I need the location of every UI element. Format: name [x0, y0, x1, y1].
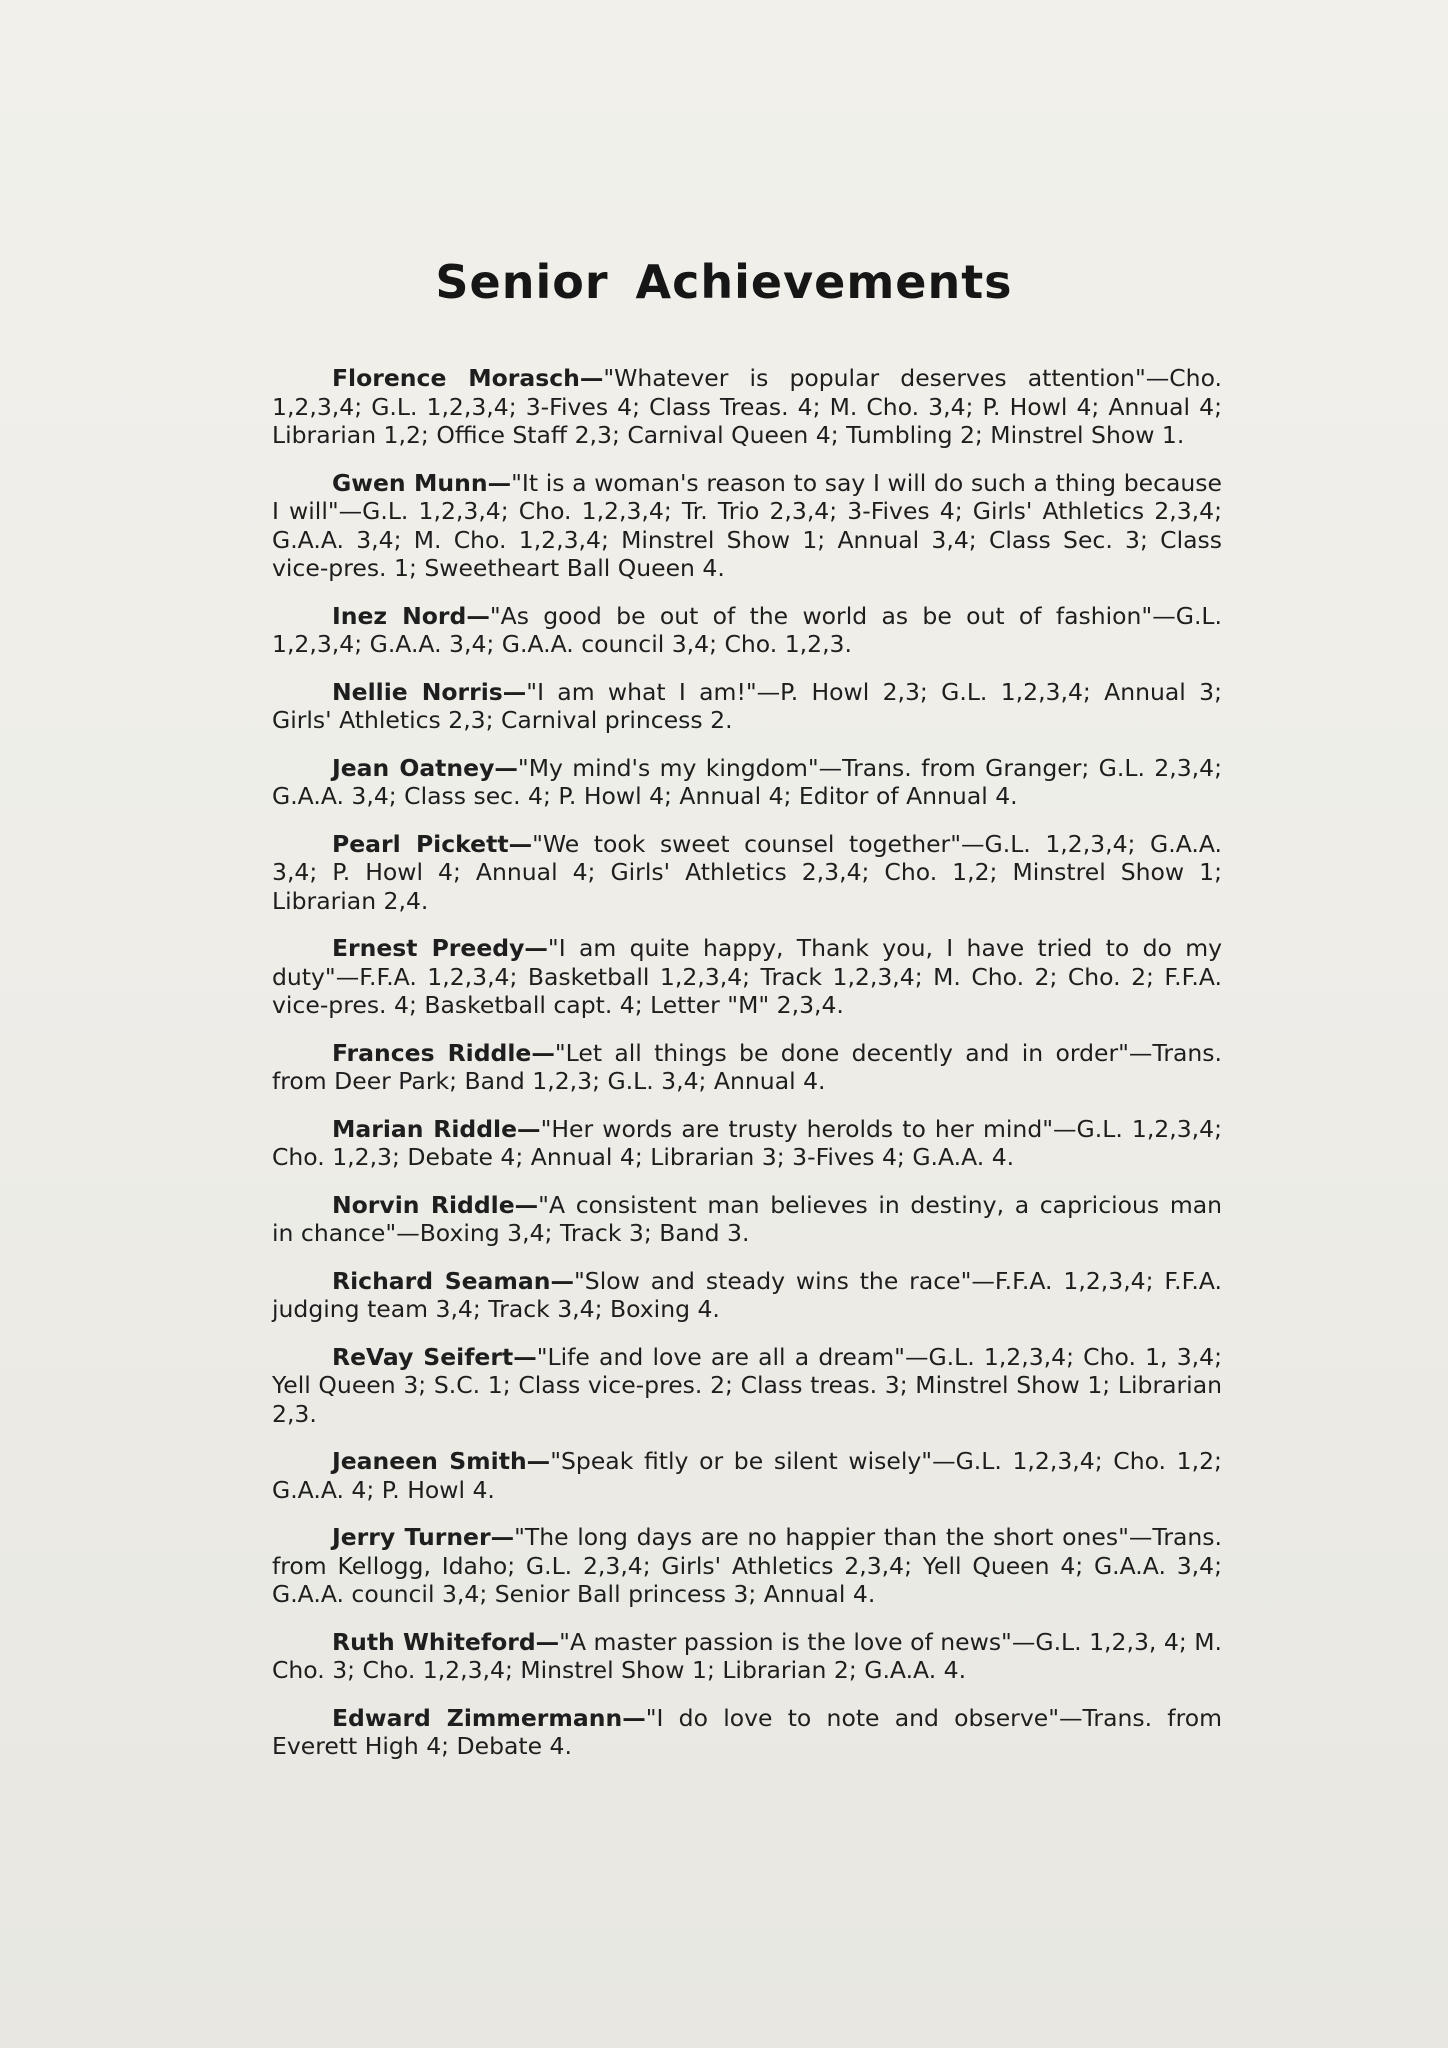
entry-text: "I am what I am!"—P. Howl 2,3; G.L. 1,2,3,4; Annual 3; Girls' Athletics 2,3; Carnival princess 2. — [272, 677, 1222, 734]
entry-name: Norvin Riddle— — [332, 1190, 539, 1219]
entry-text: "Let all things be done decently and in order"—Trans. from Deer Park; Band 1,2,3; G.L. 3,4; Annual 4. — [272, 1038, 1222, 1095]
entry — [272, 364, 1222, 450]
entry-name: Jeaneen Smith— — [332, 1447, 551, 1475]
entry-list — [272, 364, 1222, 1780]
entry-text: "Speak fitly or be silent wisely"—G.L. 1,2,3,4; Cho. 1,2; G.A.A. 4; P. Howl 4. — [272, 1447, 1222, 1504]
entry-text: "We took sweet counsel together"—G.L. 1,2,3,4; G.A.A. 3,4; P. Howl 4; Annual 4; Girls' Athletics 2,3,4; Cho. 1,2; Minstrel Show 1; Librarian 2,4. — [272, 829, 1222, 915]
entry — [272, 1267, 1222, 1324]
entry — [272, 1523, 1222, 1609]
entry-name: Inez Nord— — [332, 601, 490, 630]
entry-text: "I do love to note and observe"—Trans. from Everett High 4; Debate 4. — [272, 1703, 1222, 1760]
entry — [272, 1039, 1222, 1096]
entry-name: Pearl Pickett— — [332, 829, 533, 858]
entry — [272, 602, 1222, 659]
entry-text: "It is a woman's reason to say I will do such a thing because I will"—G.L. 1,2,3,4; Cho. 1,2,3,4; Tr. Trio 2,3,4; 3-Fives 4; Girls' Athletics 2,3,4; G.A.A. 3,4; M. Cho. 1,2,3,4; Minstrel Show 1; Annual 3,4; Class Sec. 3; Class vice-pres. 1; Sweetheart Ball Queen 4. — [272, 468, 1222, 582]
entry-name: Florence Morasch— — [332, 364, 604, 392]
entry-text: "I am quite happy, Thank you, I have tried to do my duty"—F.F.A. 1,2,3,4; Basketball 1,2,3,4; Track 1,2,3,4; M. Cho. 2; Cho. 2; F.F.A. vice-pres. 4; Basketball capt. 4; Letter "M" 2,3,4. — [272, 934, 1223, 1019]
entry-name: Jerry Turner— — [332, 1523, 515, 1551]
entry — [272, 469, 1222, 583]
entry-text: "Whatever is popular deserves attention"—Cho. 1,2,3,4; G.L. 1,2,3,4; 3-Fives 4; Class Treas. 4; M. Cho. 3,4; P. Howl 4; Annual 4; Librarian 1,2; Office Staff 2,3; Carnival Queen 4; Tumbling 2; Minstrel Show 1. — [272, 364, 1222, 449]
entry — [272, 754, 1222, 811]
entry-name: Gwen Munn— — [332, 468, 512, 497]
entry-text: "A master passion is the love of news"—G.L. 1,2,3, 4; M. Cho. 3; Cho. 1,2,3,4; Minstrel Show 1; Librarian 2; G.A.A. 4. — [272, 1627, 1222, 1684]
entry — [272, 1447, 1222, 1504]
entry-name: Frances Riddle— — [332, 1038, 555, 1067]
page-title: Senior Achievements — [435, 255, 1013, 309]
entry-name: Nellie Norris— — [332, 677, 527, 706]
entry-name: Ernest Preedy— — [332, 934, 548, 962]
entry — [272, 1628, 1222, 1685]
entry-name: Jean Oatney— — [332, 753, 518, 782]
entry-text: "Life and love are all a dream"—G.L. 1,2,3,4; Cho. 1, 3,4; Yell Queen 3; S.C. 1; Class vice-pres. 2; Class treas. 3; Minstrel Show 1; Librarian 2,3. — [272, 1342, 1223, 1428]
entry — [272, 830, 1222, 916]
entry-name: Richard Seaman— — [332, 1266, 574, 1295]
entry-name: ReVay Seifert— — [332, 1342, 537, 1371]
entry-text: "Slow and steady wins the race"—F.F.A. 1,2,3,4; F.F.A. judging team 3,4; Track 3,4; Boxing 4. — [272, 1266, 1222, 1323]
entry-name: Marian Riddle— — [332, 1114, 541, 1143]
entry-name: Edward Zimmermann— — [332, 1703, 646, 1732]
entry — [272, 934, 1222, 1020]
entry — [272, 1704, 1222, 1761]
entry-text: "The long days are no happier than the short ones"—Trans. from Kellogg, Idaho; G.L. 2,3,4; Girls' Athletics 2,3,4; Yell Queen 4; G.A.A. 3,4; G.A.A. council 3,4; Senior Ball princess 3; Annual 4. — [272, 1523, 1222, 1608]
entry-name: Ruth Whiteford— — [332, 1627, 560, 1656]
entry-text: "My mind's my kingdom"—Trans. from Granger; G.L. 2,3,4; G.A.A. 3,4; Class sec. 4; P. Howl 4; Annual 4; Editor of Annual 4. — [272, 753, 1222, 810]
entry — [272, 1191, 1222, 1248]
entry — [272, 1343, 1222, 1429]
entry-text: "Her words are trusty herolds to her mind"—G.L. 1,2,3,4; Cho. 1,2,3; Debate 4; Annual 4; Librarian 3; 3-Fives 4; G.A.A. 4. — [272, 1114, 1223, 1171]
entry-text: "A consistent man believes in destiny, a capricious man in chance"—Boxing 3,4; Track 3; Band 3. — [272, 1190, 1222, 1247]
entry-text: "As good be out of the world as be out of fashion"—G.L. 1,2,3,4; G.A.A. 3,4; G.A.A. council 3,4; Cho. 1,2,3. — [272, 601, 1222, 658]
entry — [272, 678, 1222, 735]
entry — [272, 1115, 1222, 1172]
